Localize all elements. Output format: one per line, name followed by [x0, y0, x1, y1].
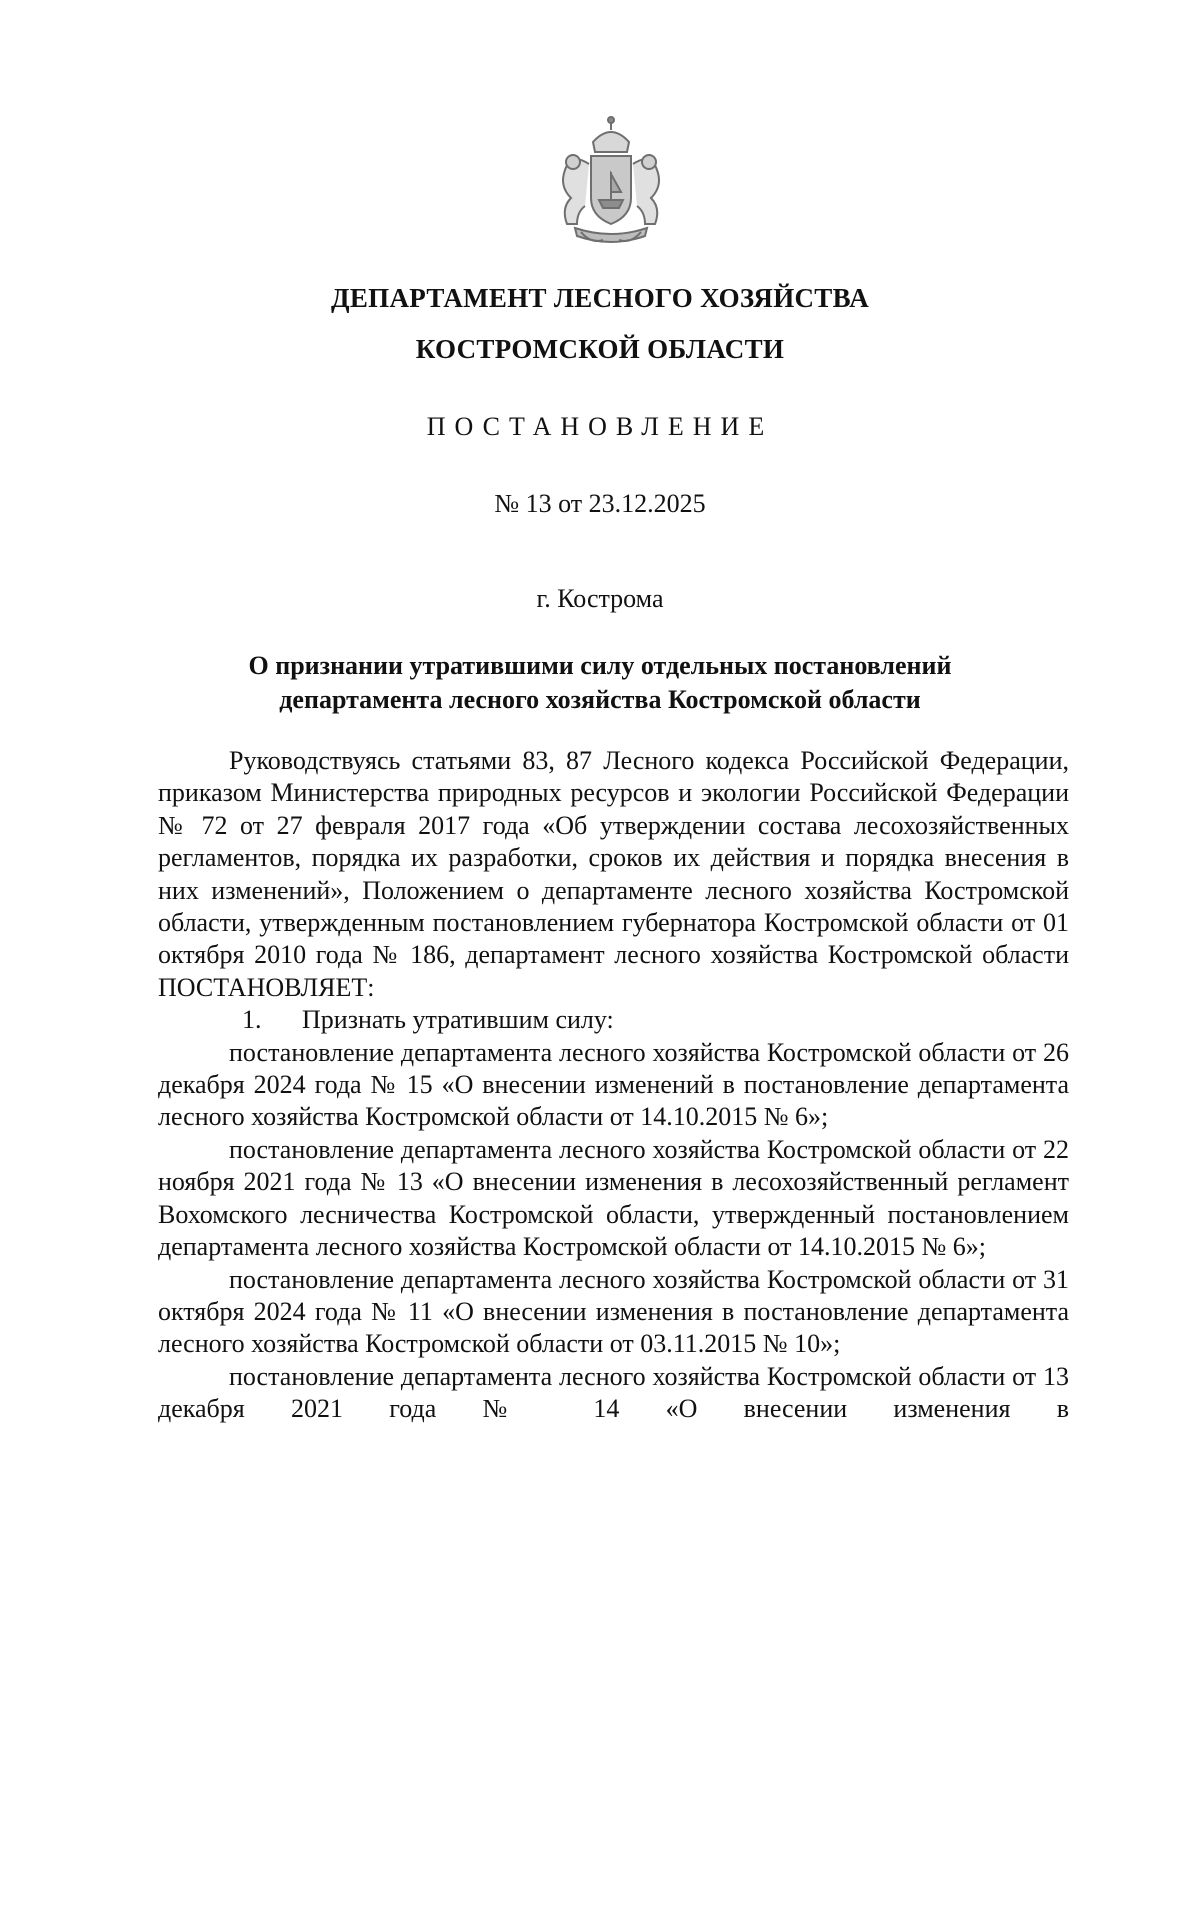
repealed-entry-4: постановление департамента лесного хозяйства Костромской области от 13 декабря 2021 года № 14 «О внесении изменения в [158, 1361, 1069, 1424]
department-name-line2: КОСТРОМСКОЙ ОБЛАСТИ [415, 334, 785, 364]
document-number-date: № 13 от 23.12.2025 [494, 489, 706, 518]
list-item-text: Признать утратившим силу: [302, 1005, 614, 1035]
document-body [158, 745, 1069, 1921]
document-title-line1: О признании утратившими силу отдельных постановлений [248, 651, 952, 680]
preamble-paragraph: Руководствуясь статьями 83, 87 Лесного кодекса Российской Федерации, приказом Министерства природных ресурсов и экологии Российской Федерации № 72 от 27 февраля 2017 года «Об утверждении состава лесохозяйственных регламентов, порядка их разработки, сроков их действия и порядка внесения в них изменений», Положением о департаменте лесного хозяйства Костромской области, утвержденным постановлением губернатора Костромской области от 01 октября 2010 года № 186, департамент лесного хозяйства Костромской области ПОСТАНОВЛЯЕТ: [158, 746, 1069, 1002]
list-item-1 [158, 1004, 1069, 1036]
list-item-number: 1. [242, 1005, 262, 1035]
document-title-line2: департамента лесного хозяйства Костромской области [279, 685, 921, 714]
kostroma-coat-of-arms-icon [541, 112, 681, 252]
document-city: г. Кострома [536, 584, 664, 613]
repealed-entry-2: постановление департамента лесного хозяйства Костромской области от 22 ноября 2021 года № 13 «О внесении изменения в лесохозяйственный регламент Вохомского лесничества Костромской области, утвержденный постановлением департамента лесного хозяйства Костромской области от 14.10.2015 № 6»; [158, 1134, 1069, 1262]
department-name-line1: ДЕПАРТАМЕНТ ЛЕСНОГО ХОЗЯЙСТВА [330, 283, 870, 313]
repealed-entry-1: постановление департамента лесного хозяйства Костромской области от 26 декабря 2024 года № 15 «О внесении изменений в постановление департамента лесного хозяйства Костромской области от 14.10.2015 № 6»; [158, 1037, 1069, 1132]
document-type: ПОСТАНОВЛЕНИЕ [426, 412, 774, 441]
repealed-entry-3: постановление департамента лесного хозяйства Костромской области от 31 октября 2024 года № 11 «О внесении изменения в постановление департамента лесного хозяйства Костромской области от 03.11.2015 № 10»; [158, 1264, 1069, 1359]
